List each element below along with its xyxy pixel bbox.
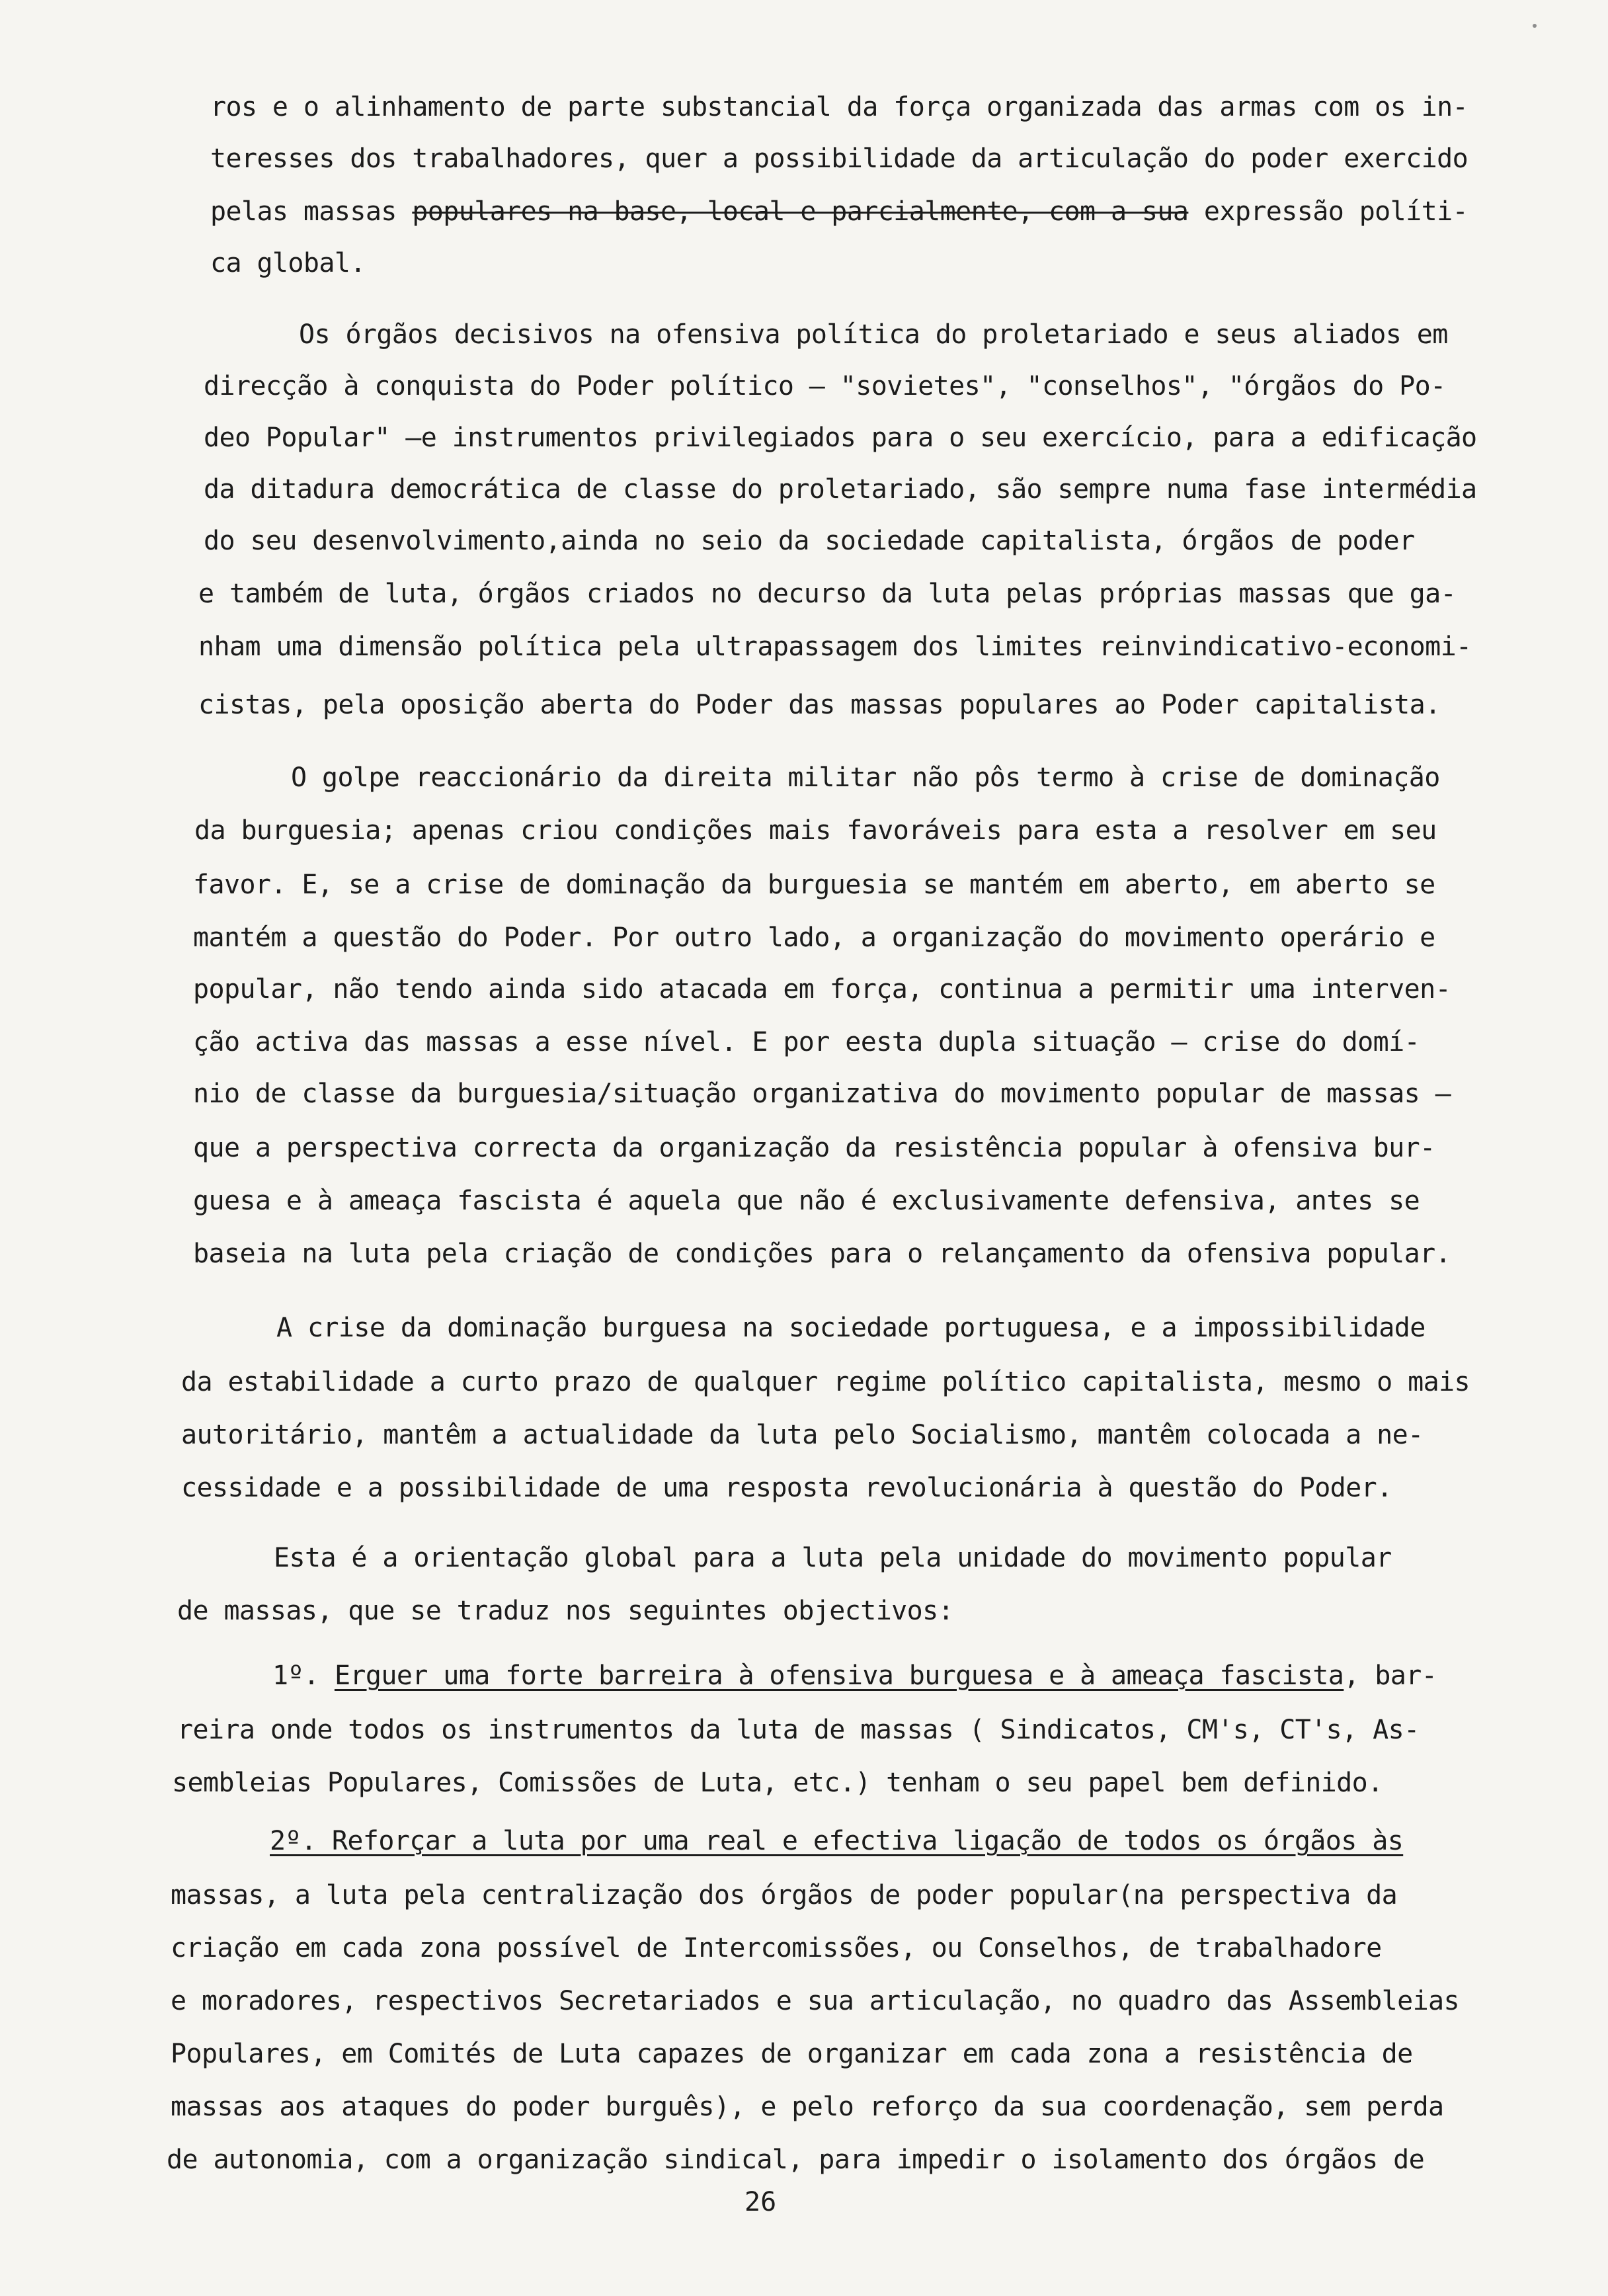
objective-1-line [272,1659,1437,1693]
underlined-text: Erguer uma forte barreira à ofensiva burguesa e à ameaça fascista [334,1660,1344,1691]
text-line: cessidade e a possibilidade de uma resposta revolucionária à questão do Poder. [181,1473,1392,1503]
text-line: Esta é a orientação global para a luta pela unidade do movimento popular [274,1543,1392,1573]
text-line: ção activa das massas a esse nível. E por eesta dupla situação — crise do domí- [193,1027,1420,1057]
objective-2-line: 2º. Reforçar a luta por uma real e efectiva ligação de todos os órgãos às [270,1826,1404,1856]
text-line: popular, não tendo ainda sido atacada em força, continua a permitir uma interven- [193,974,1451,1004]
text-line [210,194,1468,229]
text-line: e moradores, respectivos Secretariados e sua articulação, no quadro das Assembleias [171,1986,1460,2016]
text-line: baseia na luta pela criação de condições para o relançamento da ofensiva popular. [193,1239,1451,1269]
text-line: da ditadura democrática de classe do proletariado, são sempre numa fase intermédia [204,474,1477,505]
text-line: A crise da dominação burguesa na sociedade portuguesa, e a impossibilidade [276,1313,1426,1343]
text-line-content: pelas massas populares na base, local e parcialmente, com a sua expressão políti- [210,196,1468,227]
scan-speck [1533,24,1537,28]
text-line: do seu desenvolvimento,ainda no seio da sociedade capitalista, órgãos de poder [204,526,1415,556]
text-line: guesa e à ameaça fascista é aquela que não é exclusivamente defensiva, antes se [193,1186,1420,1216]
text-line: teresses dos trabalhadores, quer a possibilidade da articulação do poder exercido [210,144,1468,174]
text-line: deo Popular" —e instrumentos privilegiados para o seu exercício, para a edificação [204,423,1477,453]
objective-1-number: 1º. Erguer uma forte barreira à ofensiva burguesa e à ameaça fascista, bar- [272,1660,1437,1691]
text-line: massas aos ataques do poder burguês), e pelo reforço da sua coordenação, sem perda [171,2092,1444,2122]
text-line: nham uma dimensão política pela ultrapassagem dos limites reinvindicativo-economi- [198,632,1472,662]
text-line: ca global. [210,248,366,278]
text-line: Populares, em Comités de Luta capazes de organizar em cada zona a resistência de [171,2039,1413,2069]
text-line: criação em cada zona possível de Intercomissões, ou Conselhos, de trabalhadore [171,1933,1382,1963]
text-line: que a perspectiva correcta da organização da resistência popular à ofensiva bur- [193,1133,1435,1163]
text-line: sembleias Populares, Comissões de Luta, etc.) tenham o seu papel bem definido. [172,1768,1383,1798]
text-line: da burguesia; apenas criou condições mais favoráveis para esta a resolver em seu [194,815,1437,846]
struck-out-text: populares na base, local e parcialmente, com a sua [412,196,1189,227]
text-line: O golpe reaccionário da direita militar não pôs termo à crise de dominação [291,762,1440,793]
text-line: ros e o alinhamento de parte substancial da força organizada das armas com os in- [210,92,1468,122]
text-line: e também de luta, órgãos criados no decurso da luta pelas próprias massas que ga- [198,579,1457,609]
text-line: cistas, pela oposição aberta do Poder das massas populares ao Poder capitalista. [198,690,1441,720]
text-line: nio de classe da burguesia/situação organizativa do movimento popular de massas — [193,1079,1451,1109]
text-line: direcção à conquista do Poder político — "sovietes", "conselhos", "órgãos do Po- [204,371,1446,401]
text-line: favor. E, se a crise de dominação da burguesia se mantém em aberto, em aberto se [193,870,1435,900]
text-line: de massas, que se traduz nos seguintes objectivos: [177,1596,954,1626]
text-line: mantém a questão do Poder. Por outro lado, a organização do movimento operário e [193,922,1435,953]
text-line: massas, a luta pela centralização dos órgãos de poder popular(na perspectiva da [171,1880,1398,1910]
text-line: Os órgãos decisivos na ofensiva política do proletariado e seus aliados em [299,319,1448,350]
page-number: 26 [744,2187,777,2217]
text-line: reira onde todos os instrumentos da luta de massas ( Sindicatos, CM's, CT's, As- [177,1715,1420,1745]
text-line: da estabilidade a curto prazo de qualquer regime político capitalista, mesmo o mais [181,1367,1470,1397]
text-line: autoritário, mantêm a actualidade da luta pelo Socialismo, mantêm colocada a ne- [181,1420,1424,1450]
text-line: de autonomia, com a organização sindical, para impedir o isolamento dos órgãos de [167,2145,1425,2175]
